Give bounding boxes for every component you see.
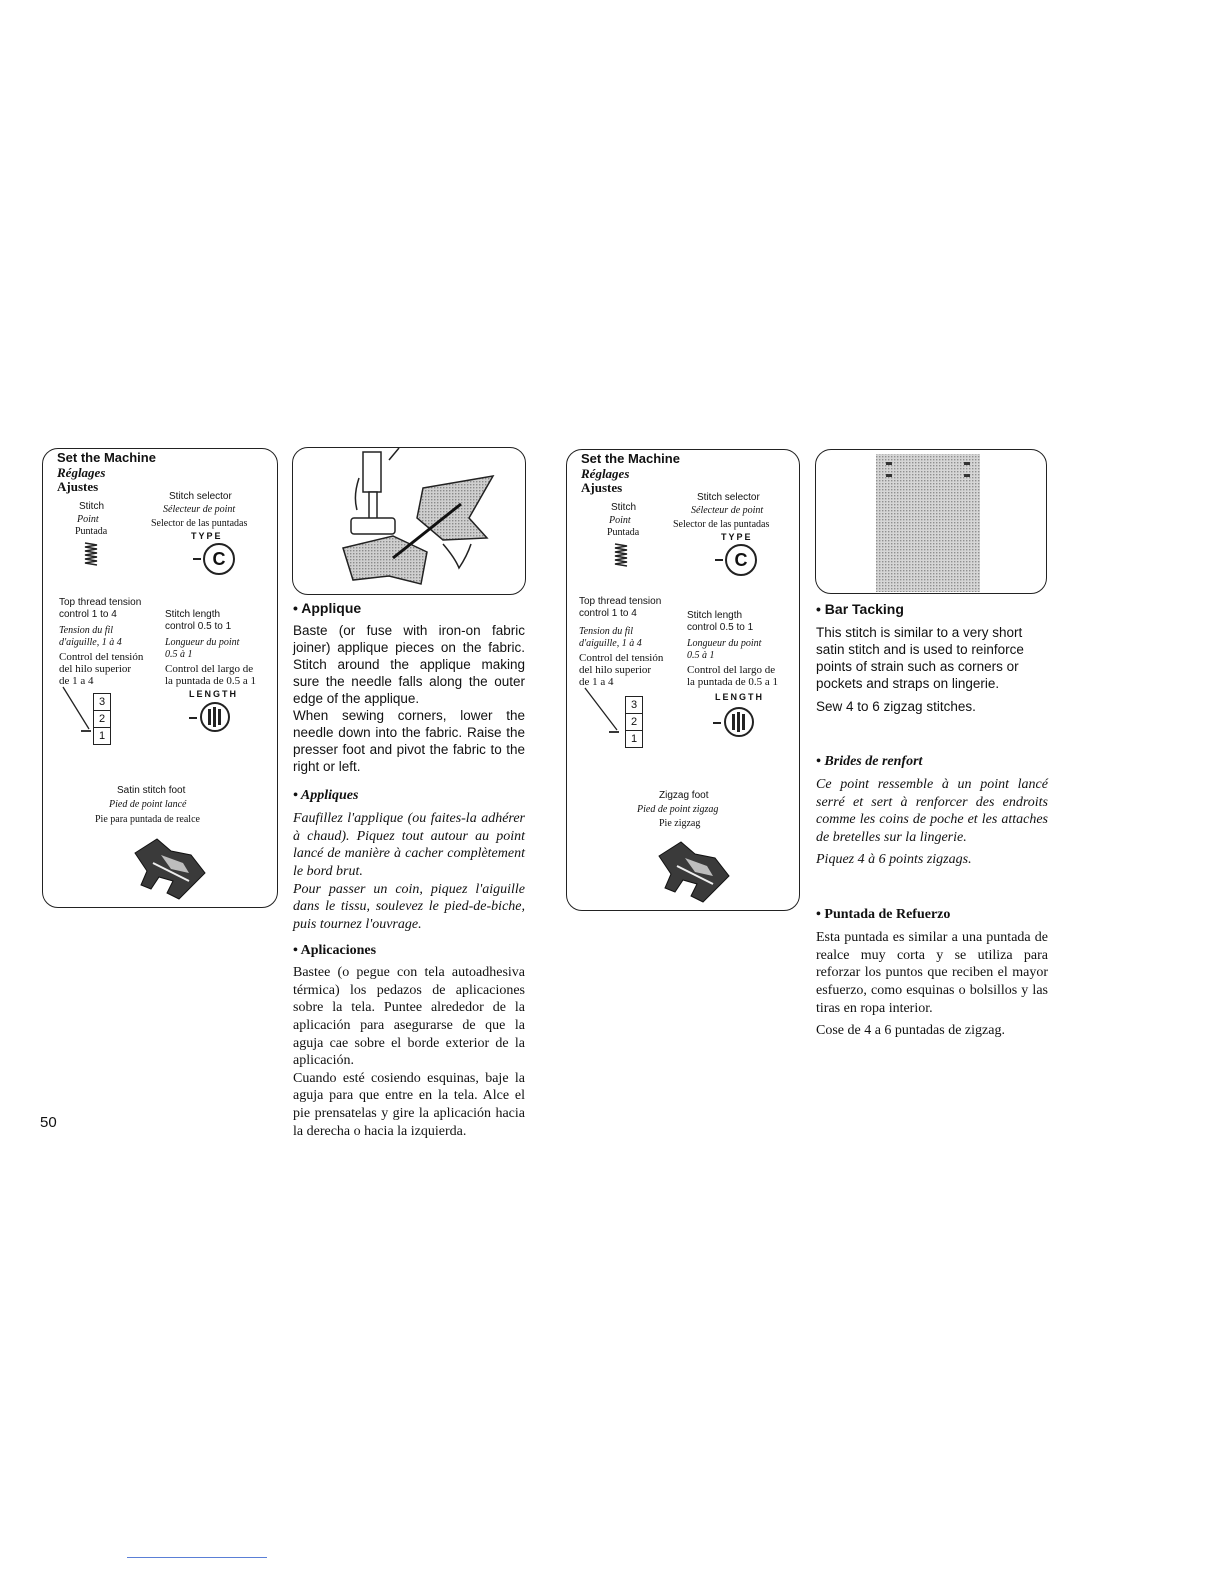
tension-es-3: de 1 a 4 bbox=[579, 676, 614, 688]
panel-title-en: Set the Machine bbox=[57, 450, 156, 465]
applique-body-fr-1: Faufillez l'applique (ou faites-la adhérer à chaud). Piquez tout autour au point lancé de manière à cacher complètement le bord brut. bbox=[293, 811, 525, 879]
panel-title-fr: Réglages bbox=[581, 466, 630, 481]
pointer-arrow-icon bbox=[583, 686, 623, 746]
foot-label-es: Pie para puntada de realce bbox=[95, 814, 200, 825]
length-fr-2: 0.5 à 1 bbox=[687, 650, 715, 661]
length-en-2: control 0.5 to 1 bbox=[165, 621, 232, 632]
length-fr-1: Longueur du point bbox=[687, 638, 762, 649]
dial-pointer bbox=[713, 722, 721, 724]
selector-label-en: Stitch selector bbox=[169, 491, 232, 502]
stitch-label-fr: Point bbox=[77, 514, 99, 525]
fabric-swatch-image bbox=[816, 450, 1046, 593]
settings-panel-zigzag bbox=[566, 449, 800, 911]
length-dial-icon bbox=[199, 701, 231, 733]
tension-en-2: control 1 to 4 bbox=[59, 609, 117, 620]
bar-tacking-heading-fr: • Brides de renfort bbox=[816, 754, 923, 769]
length-dial-icon bbox=[723, 706, 755, 738]
applique-body-en-1: Baste (or fuse with iron-on fabric joiner) applique pieces on the fabric. Stitch around the applique making sure the needle falls along the outer edge of the applique. bbox=[293, 623, 525, 706]
bar-tacking-heading-es: • Puntada de Refuerzo bbox=[816, 907, 951, 922]
tension-fr-2: d'aiguille, 1 à 4 bbox=[579, 638, 642, 649]
type-label: TYPE bbox=[191, 531, 223, 541]
applique-illustration bbox=[292, 447, 526, 595]
foot-label-en: Satin stitch foot bbox=[117, 785, 186, 796]
bar-tacking-body-en: This stitch is similar to a very short satin stitch and is used to reinforce points of strain such as corners or pockets and straps on lingerie. bbox=[816, 625, 1024, 691]
scale-mark: 1 bbox=[98, 730, 106, 742]
satin-stitch-icon bbox=[83, 541, 99, 567]
scale-mark: 3 bbox=[626, 697, 642, 714]
presser-foot-icon bbox=[127, 833, 209, 903]
bar-tacking-body-es-2: Cose de 4 a 6 puntadas de zigzag. bbox=[816, 1023, 1005, 1038]
bar-tacking-body-es: Esta puntada es similar a una puntada de realce muy corta y se utiliza para reforzar los puntos que reciben el mayor esfuerzo, como esquinas o bolsillos y las tiras en ropa interior. bbox=[816, 930, 1048, 1016]
length-fr-2: 0.5 à 1 bbox=[165, 649, 193, 660]
applique-sewing-image bbox=[293, 448, 525, 594]
applique-body-fr-2: Pour passer un coin, piquez l'aiguille dans le tissu, soulevez le pied-de-biche, puis tournez l'ouvrage. bbox=[293, 881, 525, 932]
applique-body-es bbox=[293, 964, 525, 1140]
length-es-2: la puntada de 0.5 a 1 bbox=[165, 675, 257, 687]
page-number: 50 bbox=[40, 1114, 57, 1131]
foot-label-fr: Pied de point zigzag bbox=[637, 804, 719, 815]
length-es-1: Control del largo de bbox=[687, 664, 776, 676]
length-en-1: Stitch length bbox=[165, 609, 221, 620]
applique-heading-es: • Aplicaciones bbox=[293, 943, 377, 958]
tension-es-2: del hilo superior bbox=[59, 663, 132, 675]
length-label: LENGTH bbox=[189, 689, 238, 699]
tension-en-1: Top thread tension bbox=[579, 596, 662, 607]
tension-scale bbox=[93, 693, 111, 745]
tension-es-2: del hilo superior bbox=[579, 664, 652, 676]
applique-heading-fr: • Appliques bbox=[293, 788, 359, 803]
scale-mark: 1 bbox=[630, 733, 638, 745]
tension-es-1: Control del tensión bbox=[579, 652, 664, 664]
foot-label-en: Zigzag foot bbox=[659, 790, 709, 801]
bottom-rule bbox=[127, 1557, 267, 1558]
selector-label-fr: Sélecteur de point bbox=[163, 504, 236, 515]
pointer-arrow-icon bbox=[61, 685, 95, 745]
panel-title-es: Ajustes bbox=[581, 480, 623, 495]
foot-label-es: Pie zigzag bbox=[659, 818, 701, 829]
applique-body-es-2: Cuando esté cosiendo esquinas, baje la aguja para que entre en la tela. Alce el pie prensatelas y gire la aplicación hacia la derecha o hacia la izquierda. bbox=[293, 1070, 525, 1139]
selector-label-es: Selector de las puntadas bbox=[673, 519, 770, 530]
selector-label-en: Stitch selector bbox=[697, 492, 760, 503]
length-es-1: Control del largo de bbox=[165, 663, 254, 675]
stitch-label-fr: Point bbox=[609, 515, 631, 526]
tension-es-1: Control del tensión bbox=[59, 651, 144, 663]
dial-pointer bbox=[193, 558, 201, 560]
type-label: TYPE bbox=[721, 532, 753, 542]
settings-panel-satin bbox=[42, 448, 278, 908]
length-es-2: la puntada de 0.5 a 1 bbox=[687, 676, 779, 688]
selector-label-fr: Sélecteur de point bbox=[691, 505, 764, 516]
satin-stitch-icon bbox=[613, 542, 629, 568]
length-en-2: control 0.5 to 1 bbox=[687, 622, 754, 633]
scale-mark: 3 bbox=[94, 694, 110, 711]
bar-tacking-body-en-2: Sew 4 to 6 zigzag stitches. bbox=[816, 699, 976, 714]
stitch-label-es: Puntada bbox=[75, 526, 108, 537]
stitch-label-en: Stitch bbox=[611, 502, 637, 513]
applique-body-fr bbox=[293, 810, 525, 933]
presser-foot-icon bbox=[651, 836, 733, 906]
applique-body-en bbox=[293, 622, 525, 775]
bar-tacking-illustration bbox=[815, 449, 1047, 594]
selector-label-es: Selector de las puntadas bbox=[151, 518, 248, 529]
tension-en-2: control 1 to 4 bbox=[579, 608, 637, 619]
dial-pointer bbox=[189, 717, 197, 719]
type-dial: C bbox=[725, 544, 757, 576]
tension-en-1: Top thread tension bbox=[59, 597, 142, 608]
bar-tacking-body-fr: Ce point ressemble à un point lancé serré et sert à renforcer des endroits comme les coins de poche et les attaches de bretelles sur la lingerie. bbox=[816, 777, 1048, 845]
panel-title-fr: Réglages bbox=[57, 465, 106, 480]
foot-label-fr: Pied de point lancé bbox=[109, 799, 187, 810]
bar-tacking-body-fr-2: Piquez 4 à 6 points zigzags. bbox=[816, 852, 972, 867]
tension-fr-2: d'aiguille, 1 à 4 bbox=[59, 637, 122, 648]
length-en-1: Stitch length bbox=[687, 610, 743, 621]
stitch-label-es: Puntada bbox=[607, 527, 640, 538]
stitch-label-en: Stitch bbox=[79, 501, 105, 512]
scale-mark: 2 bbox=[94, 711, 110, 728]
length-fr-1: Longueur du point bbox=[165, 637, 240, 648]
scale-mark: 2 bbox=[626, 714, 642, 731]
length-label: LENGTH bbox=[715, 692, 764, 702]
panel-title-es: Ajustes bbox=[57, 479, 99, 494]
applique-heading-en: • Applique bbox=[293, 600, 362, 616]
tension-es-3: de 1 a 4 bbox=[59, 675, 94, 687]
applique-body-en-2: When sewing corners, lower the needle down into the fabric. Raise the presser foot and pivot the fabric to the right or left. bbox=[293, 708, 525, 774]
panel-title-en: Set the Machine bbox=[581, 451, 680, 466]
applique-body-es-1: Bastee (o pegue con tela autoadhesiva térmica) los pedazos de aplicaciones sobre la tela. Puntee alrededor de la aplicación para asegurarse de que la aguja cae sobre el borde exterior de la aplicación. bbox=[293, 965, 525, 1069]
dial-pointer bbox=[715, 559, 723, 561]
bar-tacking-heading-en: • Bar Tacking bbox=[816, 601, 904, 617]
tension-fr-1: Tension du fil bbox=[59, 625, 114, 636]
tension-scale bbox=[625, 696, 643, 748]
type-dial: C bbox=[203, 543, 235, 575]
tension-fr-1: Tension du fil bbox=[579, 626, 634, 637]
